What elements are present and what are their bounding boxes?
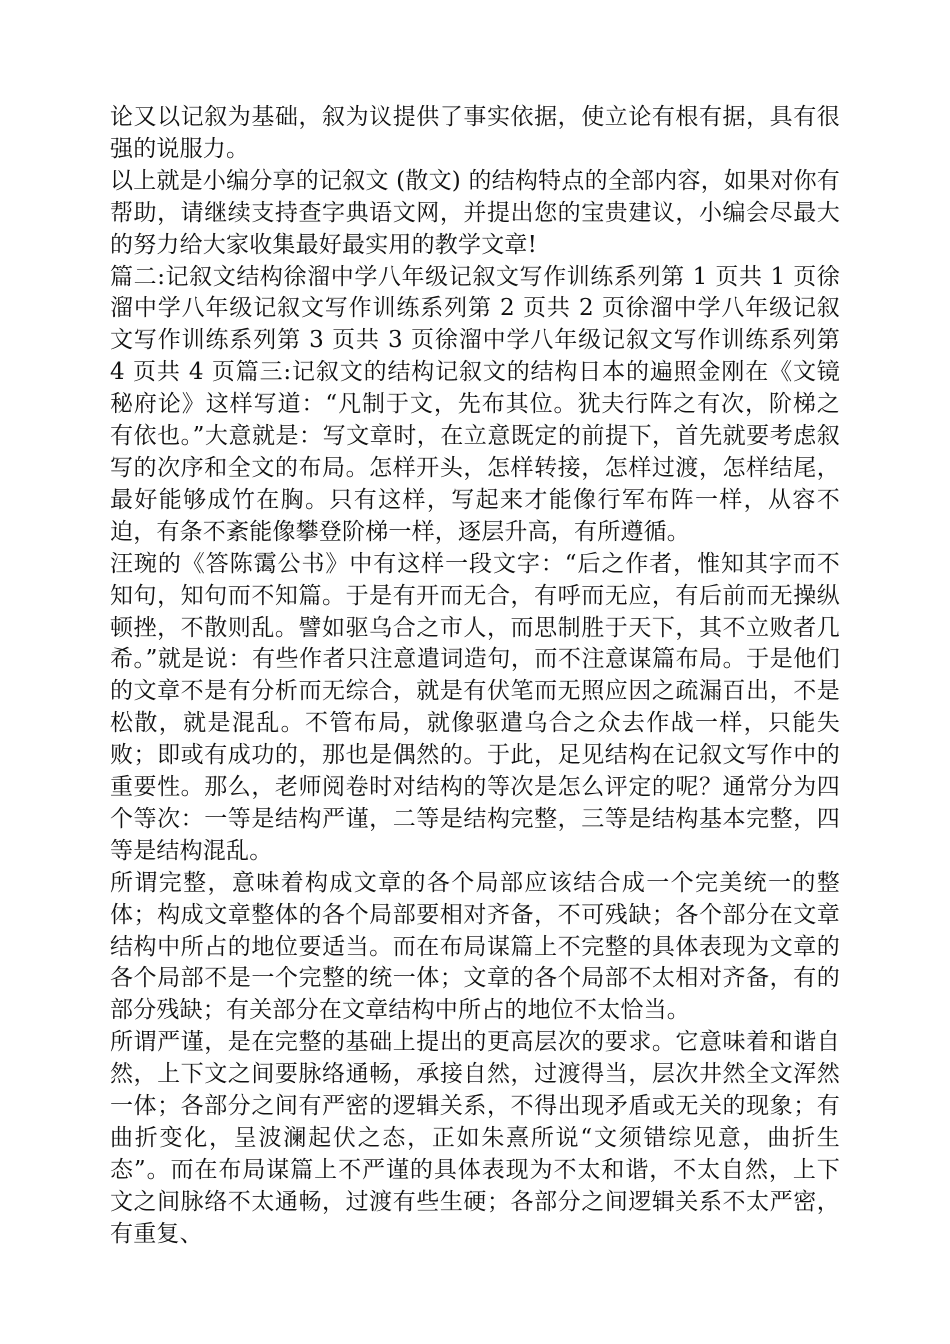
paragraph: 所谓严谨，是在完整的基础上提出的更高层次的要求。它意味着和谐自然，上下文之间要脉络通畅，承接自然，过渡得当，层次井然全文浑然一体；各部分之间有严密的逻辑关系，不得出现矛盾或无关的现象；有曲折变化，呈波澜起伏之态，正如朱熹所说“文须错综见意，曲折生态”。而在布局谋篇上不严谨的具体表现为不太和谐，不太自然，上下文之间脉络不太通畅，过渡有些生硬；各部分之间逻辑关系不太严密，有重复、 [110,1029,840,1247]
paragraph: 汪琬的《答陈霭公书》中有这样一段文字：“后之作者，惟知其字而不知句，知句而不知篇。于是有开而无合，有呼而无应，有后前而无操纵顿挫，不散则乱。譬如驱乌合之市人，而思制胜于天下，其不立败者几希。”就是说：有些作者只注意遣词造句，而不注意谋篇布局。于是他们的文章不是有分析而无综合，就是有伏笔而无照应因之疏漏百出，不是松散，就是混乱。不管布局，就像驱遣乌合之众去作战一样，只能失败；即或有成功的，那也是偶然的。于此，足见结构在记叙文写作中的重要性。那么，老师阅卷时对结构的等次是怎么评定的呢？通常分为四个等次：一等是结构严谨，二等是结构完整，三等是结构基本完整，四等是结构混乱。 [110,550,840,864]
document-body [110,102,840,1251]
paragraph: 篇二:记叙文结构徐溜中学八年级记叙文写作训练系列第 1 页共 1 页徐溜中学八年级记叙文写作训练系列第 2 页共 2 页徐溜中学八年级记叙文写作训练系列第 3 页共 3 页徐溜中学八年级记叙文写作训练系列第 4 页共 4 页篇三:记叙文的结构记叙文的结构日本的遍照金刚在《文镜秘府论》这样写道：“凡制于文，先布其位。犹夫行阵之有次，阶梯之有依也。”大意就是：写文章时，在立意既定的前提下，首先就要考虑叙写的次序和全文的布局。怎样开头，怎样转接，怎样过渡，怎样结尾，最好能够成竹在胸。只有这样，写起来才能像行军布阵一样，从容不迫，有条不紊能像攀登阶梯一样，逐层升高，有所遵循。 [110,263,840,545]
paragraph: 以上就是小编分享的记叙文 (散文) 的结构特点的全部内容，如果对你有帮助，请继续支持查字典语文网，并提出您的宝贵建议，小编会尽最大的努力给大家收集最好最实用的教学文章! [110,167,840,258]
paragraph: 论又以记叙为基础，叙为议提供了事实依据，使立论有根有据，具有很强的说服力。 [110,104,840,162]
paragraph: 所谓完整，意味着构成文章的各个局部应该结合成一个完美统一的整体；构成文章整体的各个局部要相对齐备，不可残缺；各个部分在文章结构中所占的地位要适当。而在布局谋篇上不完整的具体表现为文章的各个局部不是一个完整的统一体；文章的各个局部不太相对齐备，有的部分残缺；有关部分在文章结构中所占的地位不太恰当。 [110,869,840,1024]
